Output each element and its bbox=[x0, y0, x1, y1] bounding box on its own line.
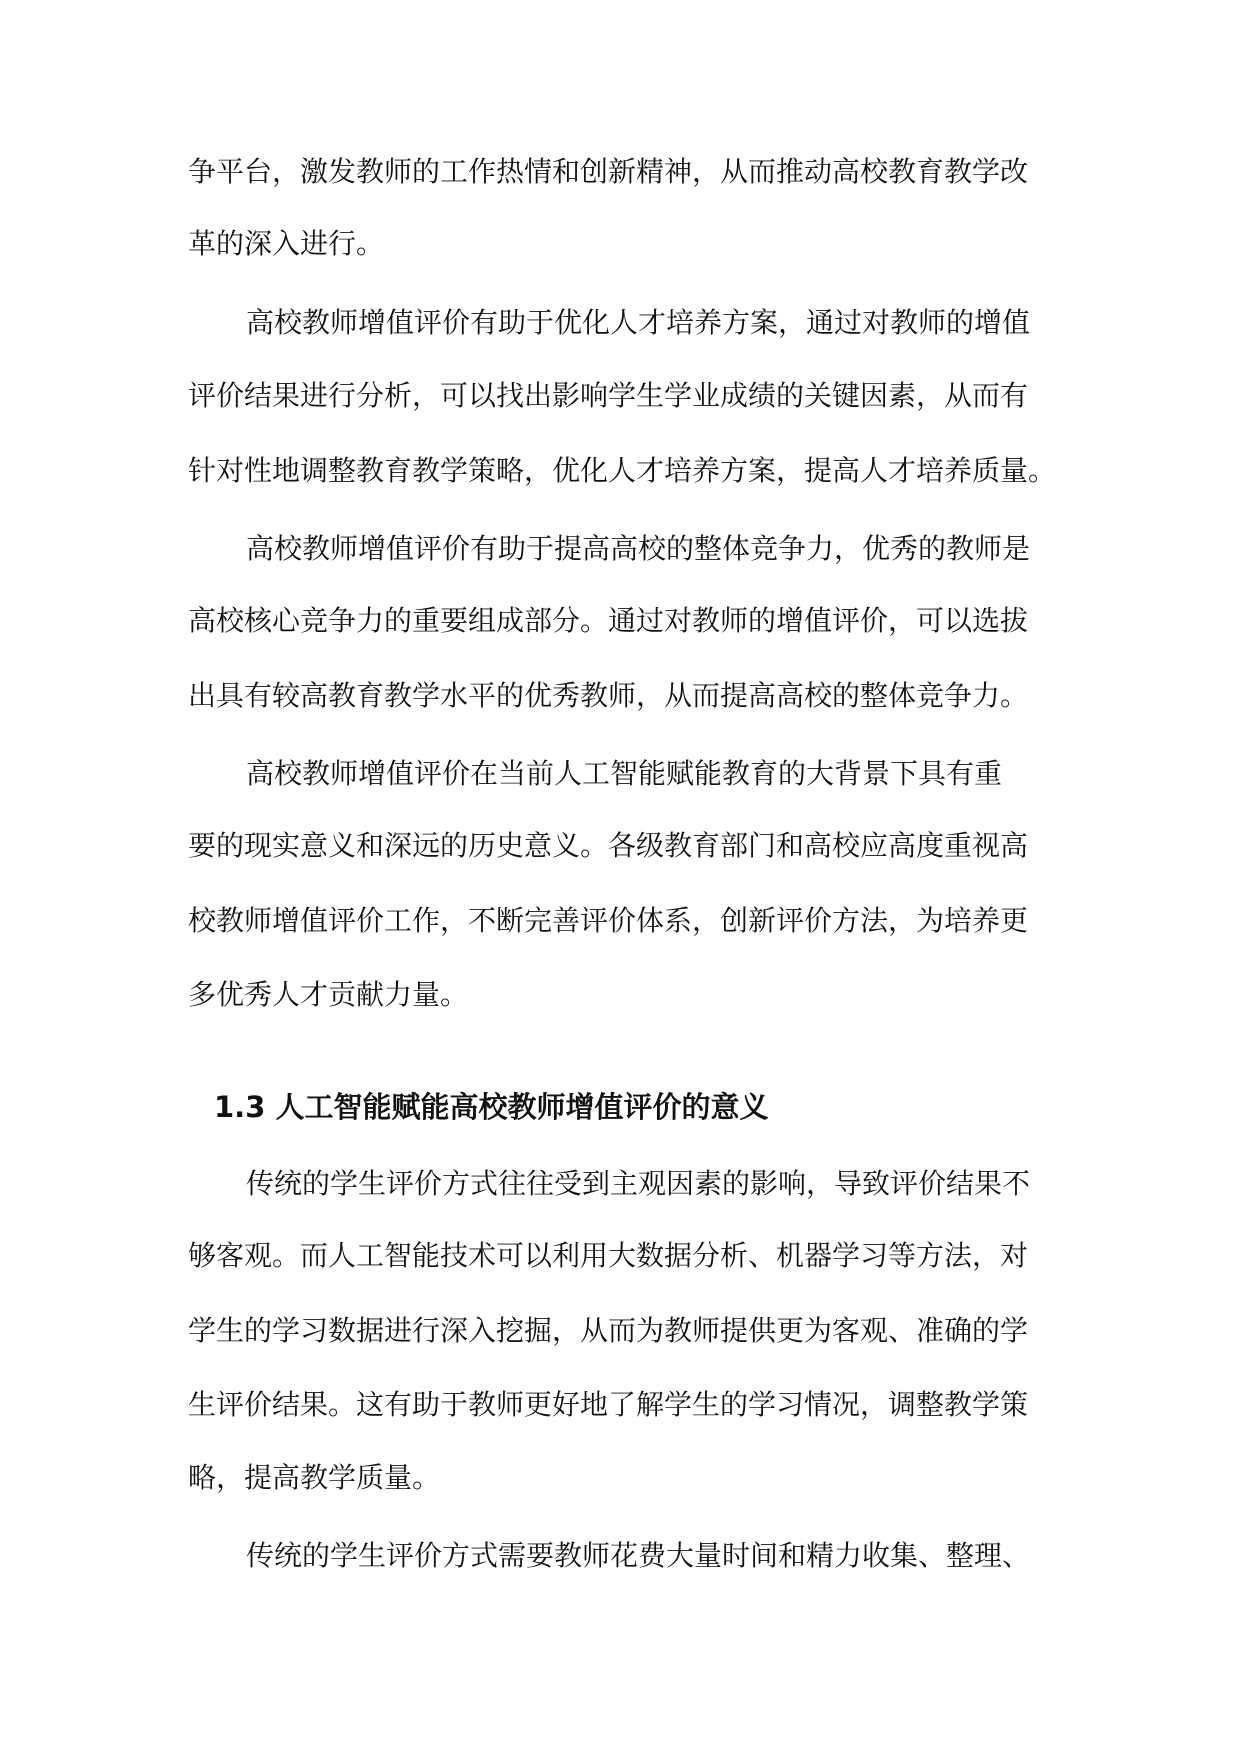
paragraph-line: 争平台，激发教师的工作热情和创新精神，从而推动高校教育教学改 bbox=[188, 155, 1029, 188]
paragraph-line: 高校核心竞争力的重要组成部分。通过对教师的增值评价，可以选拔 bbox=[188, 604, 1029, 637]
paragraph-line: 校教师增值评价工作，不断完善评价体系，创新评价方法，为培养更 bbox=[188, 904, 1029, 937]
paragraph-line: 传统的学生评价方式往往受到主观因素的影响，导致评价结果不 bbox=[246, 1167, 1031, 1200]
paragraph-line: 要的现实意义和深远的历史意义。各级教育部门和高校应高度重视高 bbox=[188, 829, 1029, 862]
paragraph-line: 够客观。而人工智能技术可以利用大数据分析、机器学习等方法，对 bbox=[188, 1239, 1029, 1272]
paragraph-line: 针对性地调整教育教学策略，优化人才培养方案，提高人才培养质量。 bbox=[188, 454, 1057, 487]
paragraph-line: 略，提高教学质量。 bbox=[188, 1461, 441, 1494]
paragraph-line: 多优秀人才贡献力量。 bbox=[188, 978, 469, 1011]
paragraph-line: 学生的学习数据进行深入挖掘，从而为教师提供更为客观、准确的学 bbox=[188, 1314, 1029, 1347]
paragraph-line: 出具有较高教育教学水平的优秀教师，从而提高高校的整体竞争力。 bbox=[188, 679, 1029, 712]
paragraph-line: 革的深入进行。 bbox=[188, 227, 385, 260]
paragraph-line: 高校教师增值评价在当前人工智能赋能教育的大背景下具有重 bbox=[246, 757, 1003, 790]
paragraph-line: 高校教师增值评价有助于优化人才培养方案，通过对教师的增值 bbox=[246, 306, 1031, 339]
paragraph-line: 高校教师增值评价有助于提高高校的整体竞争力，优秀的教师是 bbox=[246, 532, 1031, 565]
paragraph-line: 传统的学生评价方式需要教师花费大量时间和精力收集、整理、 bbox=[246, 1539, 1031, 1572]
paragraph-line: 生评价结果。这有助于教师更好地了解学生的学习情况，调整教学策 bbox=[188, 1388, 1029, 1421]
paragraph-line: 评价结果进行分析，可以找出影响学生学业成绩的关键因素，从而有 bbox=[188, 379, 1029, 412]
section-heading: 1.3 人工智能赋能高校教师增值评价的意义 bbox=[214, 1090, 769, 1124]
